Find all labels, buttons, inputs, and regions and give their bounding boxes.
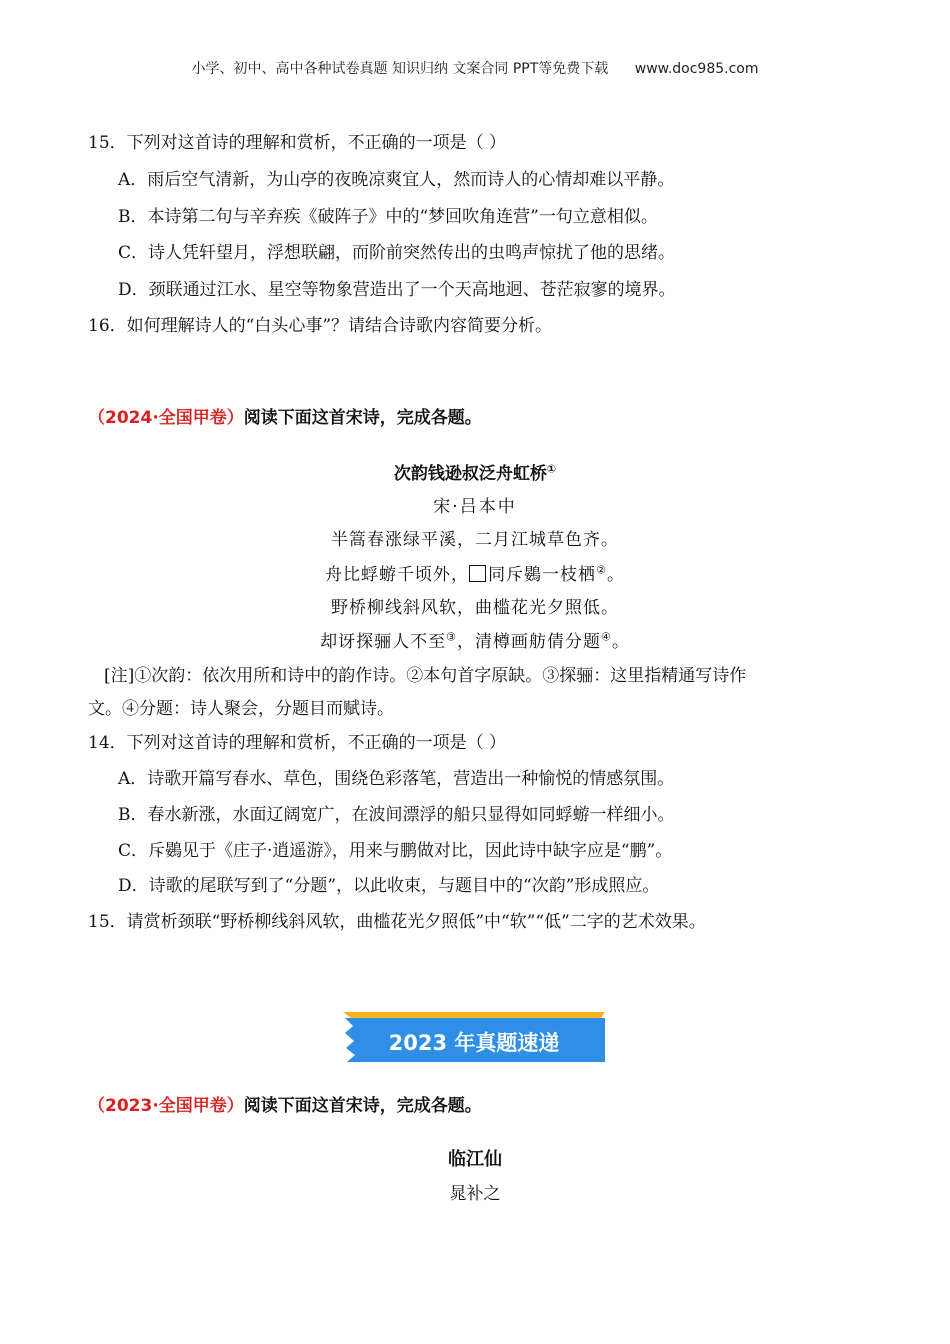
poem-line-2-b: 同斥鷃一枝栖 [488, 565, 597, 585]
q14-option-b: B．春水新涨，水面辽阔宽广，在波间漂浮的船只显得如同蜉蝣一样细小。 [118, 805, 675, 825]
reading-instruction: 阅读下面这首宋诗，完成各题。 [243, 1096, 482, 1116]
reading-instruction: 阅读下面这首宋诗，完成各题。 [243, 408, 482, 428]
q14-option-d: D．诗歌的尾联写到了“分题”，以此收束，与题目中的“次韵”形成照应。 [118, 876, 660, 896]
section-2024-heading [88, 406, 482, 430]
footnote-ref: ③ [446, 630, 457, 644]
footnote-ref: ② [596, 563, 607, 577]
poem-title-2023: 临江仙 [448, 1149, 502, 1170]
question-15-2024: 15．请赏析颈联“野桥柳线斜风软，曲槛花光夕照低”中“软”“低”二字的艺术效果。 [88, 912, 706, 932]
question-16: 16．如何理解诗人的“白头心事”？请结合诗歌内容简要分析。 [88, 316, 553, 336]
poem-line-1: 半篙春涨绿平溪，二月江城草色齐。 [331, 530, 619, 550]
q15-option-b: B．本诗第二句与辛弃疾《破阵子》中的“梦回吹角连营”一句立意相似。 [118, 207, 658, 227]
page-header [0, 58, 950, 78]
poem-notes-line-1: [注]①次韵：依次用所和诗中的韵作诗。②本句首字原缺。③探骊：这里指精通写诗作 [104, 666, 747, 686]
q15-option-a: A．雨后空气清新，为山亭的夜晚凉爽宜人，然而诗人的心情却难以平静。 [118, 170, 675, 190]
question-14: 14．下列对这首诗的理解和赏析，不正确的一项是（ ） [88, 733, 507, 753]
header-text: 小学、初中、高中各种试卷真题 知识归纳 文案合同 PPT等免费下载 [191, 61, 609, 77]
poem-author: 宋·吕本中 [433, 497, 517, 517]
footnote-ref: ① [546, 462, 557, 476]
banner-accent-stripe [343, 1012, 605, 1018]
poem-line-4-a: 却讶探骊人不至 [320, 632, 447, 652]
poem-line-2-a: 舟比蜉蝣千顷外， [325, 565, 470, 585]
poem-title [0, 462, 950, 486]
exam-source-2024: （2024·全国甲卷） [88, 408, 244, 428]
q15-option-d: D．颈联通过江水、星空等物象营造出了一个天高地迥、苍茫寂寥的境界。 [118, 280, 676, 300]
header-url[interactable]: www.doc985.com [634, 61, 759, 77]
poem-line-4-end: 。 [611, 632, 630, 652]
q14-option-c: C．斥鷃见于《庄子·逍遥游》，用来与鹏做对比，因此诗中缺字应是“鹏”。 [118, 841, 673, 861]
section-banner [343, 1006, 605, 1066]
poem-line-4-b: ，清樽画舫倩分题 [457, 632, 601, 652]
poem-author-2023: 晁补之 [449, 1184, 501, 1204]
missing-character-box [469, 565, 486, 582]
poem-notes-line-2: 文。④分题：诗人聚会，分题目而赋诗。 [88, 699, 394, 719]
poem-title-text: 次韵钱逊叔泛舟虹桥 [393, 464, 547, 484]
question-15: 15．下列对这首诗的理解和赏析，不正确的一项是（ ） [88, 133, 507, 153]
poem-line-2 [0, 563, 950, 587]
section-2023-heading [88, 1094, 482, 1118]
q14-option-a: A．诗歌开篇写春水、草色，围绕色彩落笔，营造出一种愉悦的情感氛围。 [118, 769, 675, 789]
poem-line-4 [0, 630, 950, 654]
exam-source-2023: （2023·全国甲卷） [88, 1096, 244, 1116]
q15-option-c: C．诗人凭轩望月，浮想联翩，而阶前突然传出的虫鸣声惊扰了他的思绪。 [118, 243, 676, 263]
footnote-ref: ④ [601, 630, 612, 644]
poem-line-3: 野桥柳线斜风软，曲槛花光夕照低。 [331, 598, 619, 618]
banner-text: 2023 年真题速递 [388, 1031, 560, 1055]
poem-line-2-end: 。 [606, 565, 625, 585]
